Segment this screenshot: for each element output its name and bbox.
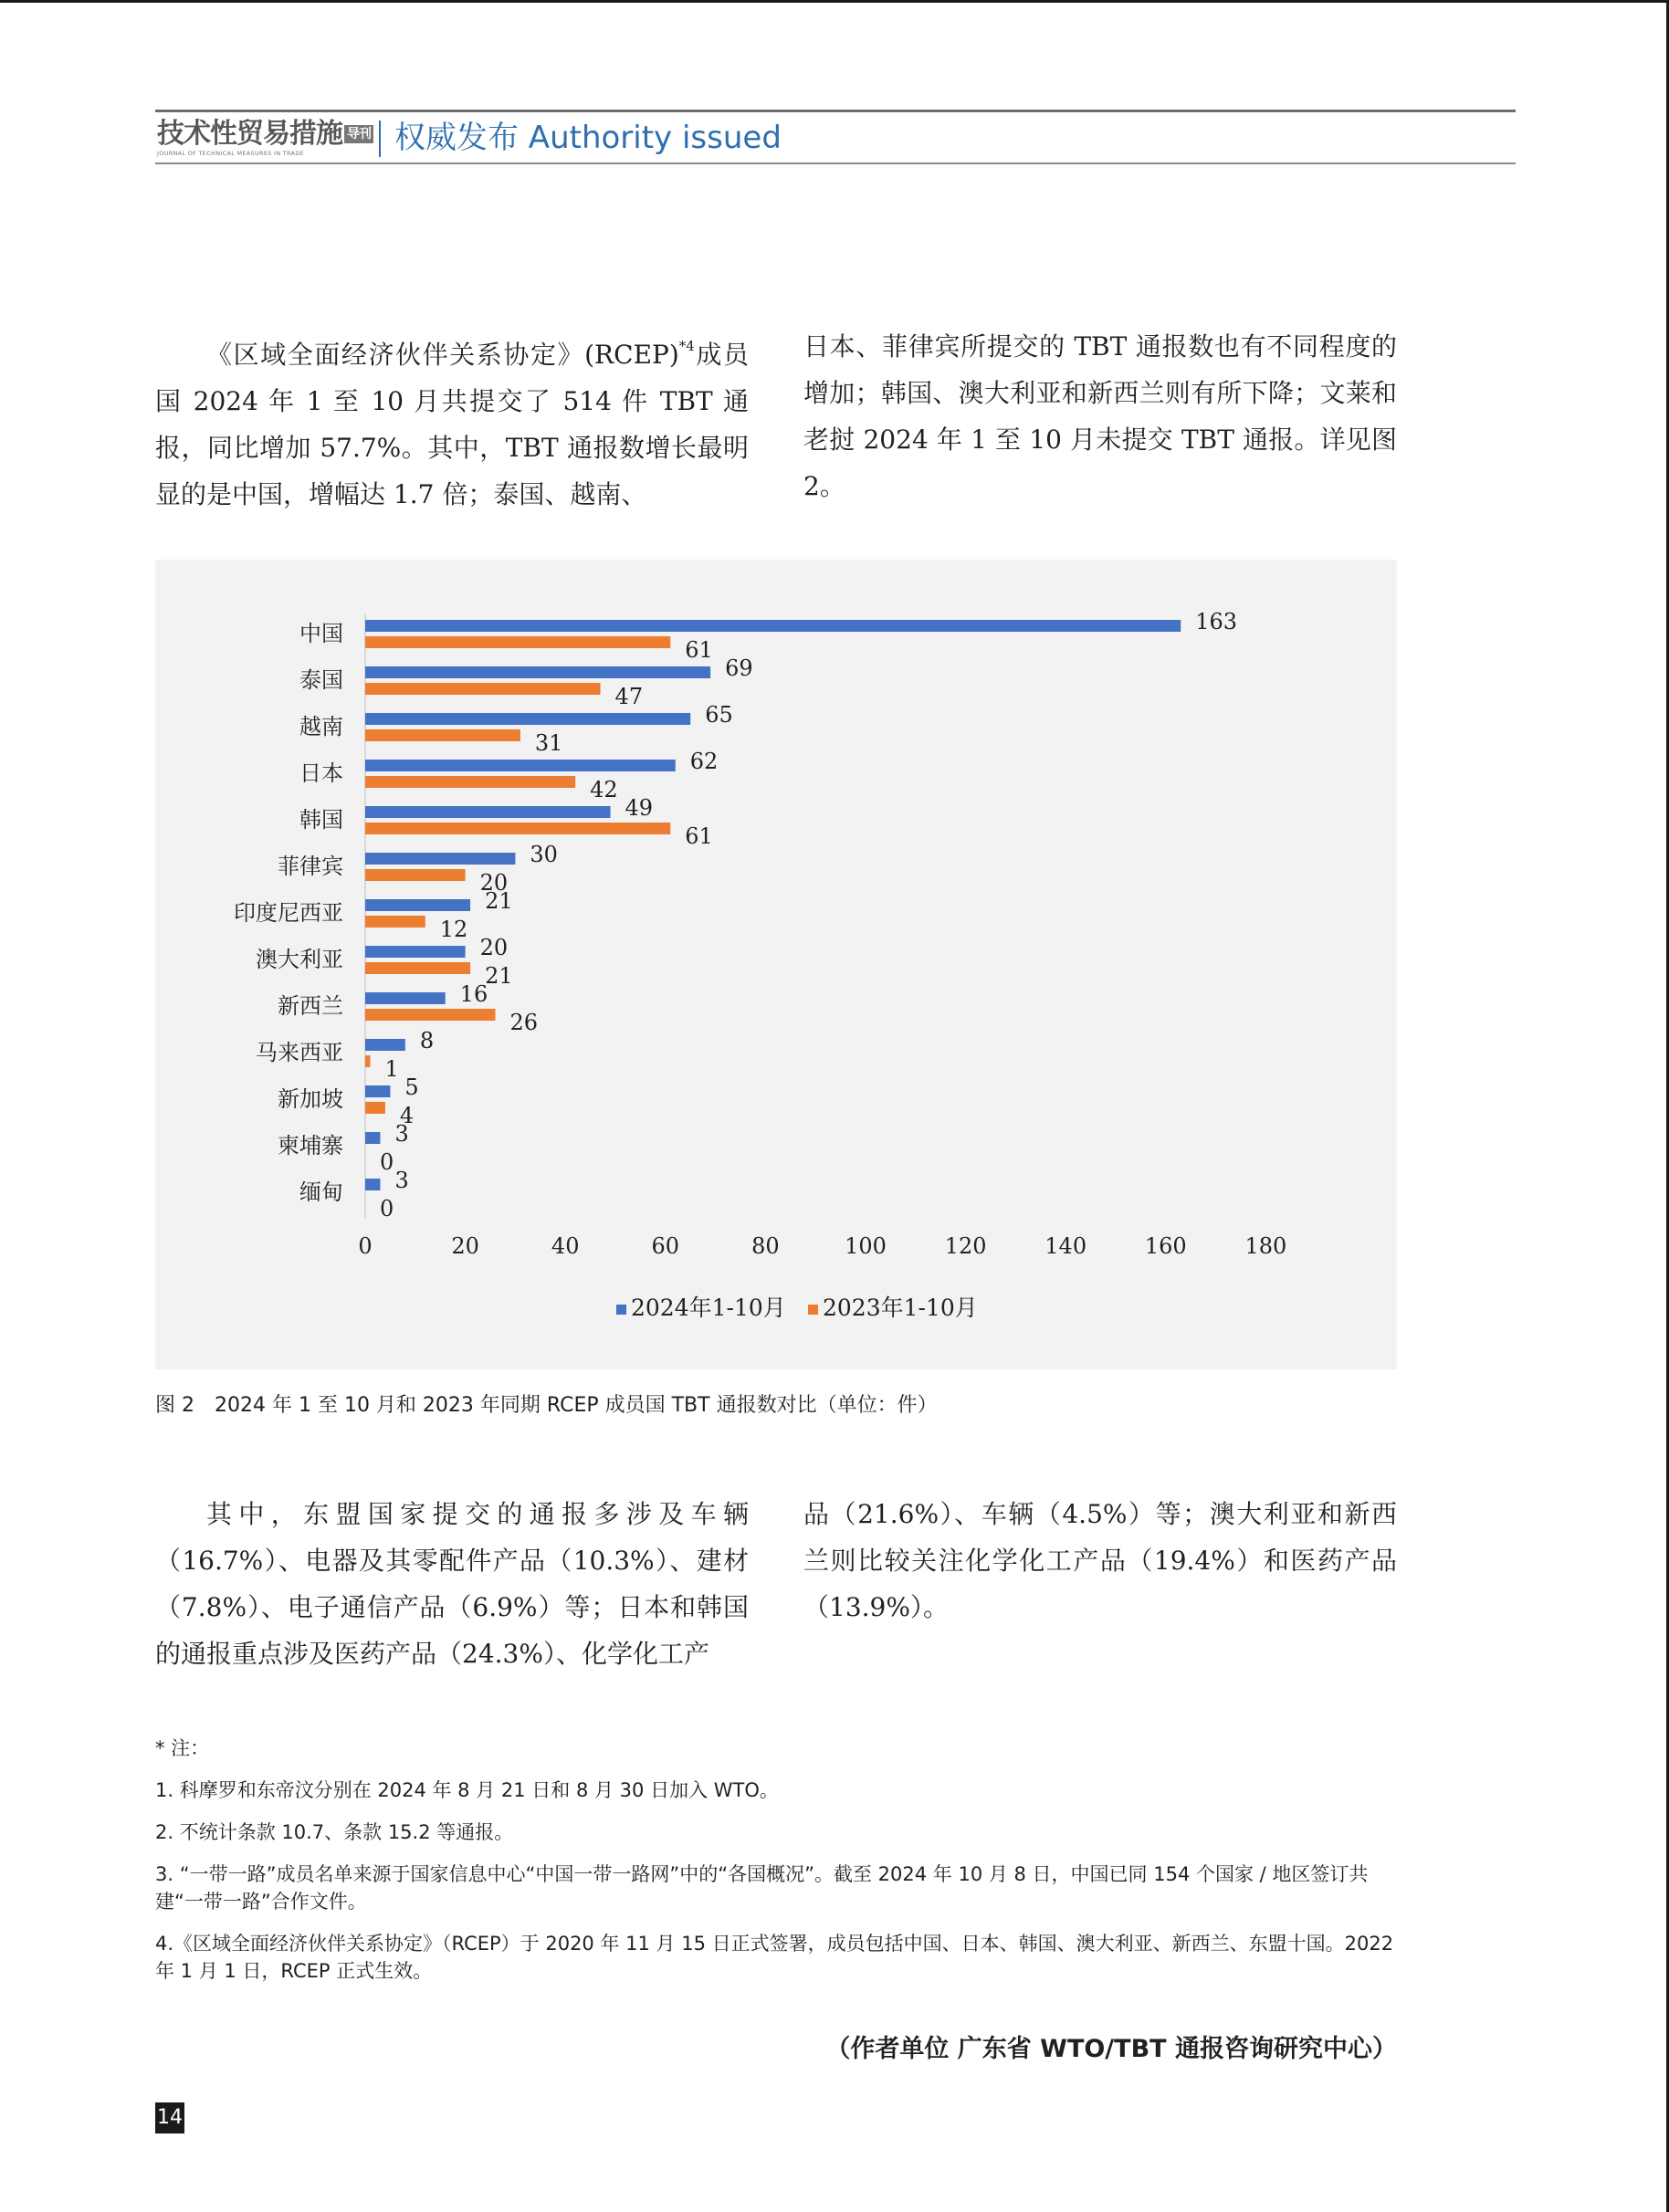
body2-right-column xyxy=(803,1491,1397,1630)
section-title: 权威发布 Authority issued xyxy=(394,120,782,156)
data-label: 26 xyxy=(509,1010,539,1035)
bar-series-1 xyxy=(365,899,470,911)
bar-series-2 xyxy=(365,683,601,695)
data-label: 49 xyxy=(625,795,654,821)
category-label: 柬埔寨 xyxy=(278,1133,343,1158)
category-label: 日本 xyxy=(299,760,343,786)
category-label: 马来西亚 xyxy=(256,1040,343,1065)
data-label: 30 xyxy=(530,842,558,867)
data-label: 1 xyxy=(384,1056,399,1082)
page-header xyxy=(155,110,1516,166)
data-label: 20 xyxy=(479,935,509,960)
bar-series-2 xyxy=(365,729,520,741)
footnote-ref: *4 xyxy=(678,338,695,354)
intro-left-part1: 《区域全面经济伙伴关系协定》(RCEP) xyxy=(206,340,679,370)
data-label: 0 xyxy=(380,1149,394,1175)
page-top-border xyxy=(0,0,1669,3)
bar-chart xyxy=(155,560,1397,1369)
data-label: 5 xyxy=(404,1075,419,1100)
journal-title-en: JOURNAL OF TECHNICAL MEASURES IN TRADE xyxy=(157,150,305,157)
data-label: 12 xyxy=(439,917,468,942)
bar-series-2 xyxy=(365,869,466,881)
category-label: 新加坡 xyxy=(278,1086,343,1112)
bar-series-2 xyxy=(365,1102,385,1114)
footnotes xyxy=(155,1735,1397,1999)
legend-swatch xyxy=(808,1305,818,1315)
data-label: 42 xyxy=(590,777,618,802)
legend-label: 2023年1-10月 xyxy=(823,1295,978,1321)
journal-badge: 导刊 xyxy=(344,125,373,143)
x-tick-label: 100 xyxy=(845,1233,887,1259)
header-rule-top xyxy=(155,110,1516,112)
bar-series-1 xyxy=(365,806,611,818)
bar-series-2 xyxy=(365,962,470,974)
body2-paragraph-right: 品（21.6%）、车辆（4.5%）等；澳大利亚和新西兰则比较关注化学化工产品（19.4%）和医药产品（13.9%）。 xyxy=(803,1499,1397,1622)
data-label: 8 xyxy=(419,1028,435,1054)
data-label: 4 xyxy=(399,1103,415,1128)
x-tick-label: 20 xyxy=(451,1233,479,1259)
bar-series-2 xyxy=(365,1009,495,1021)
data-label: 61 xyxy=(685,823,713,849)
category-label: 中国 xyxy=(299,621,343,646)
journal-logo xyxy=(157,119,376,161)
bar-series-2 xyxy=(365,823,670,834)
intro-paragraph-left xyxy=(155,323,749,518)
data-label: 16 xyxy=(459,981,488,1007)
header-divider xyxy=(379,121,381,157)
journal-title-cn: 技术性贸易措施 xyxy=(157,118,342,150)
bar-series-1 xyxy=(365,1132,380,1144)
data-label: 62 xyxy=(689,749,719,774)
legend-swatch xyxy=(616,1305,626,1315)
category-label: 新西兰 xyxy=(278,993,343,1019)
category-label: 印度尼西亚 xyxy=(234,900,343,926)
bar-series-1 xyxy=(365,1039,405,1051)
bar-series-2 xyxy=(365,776,575,788)
bar-series-1 xyxy=(365,1179,380,1190)
header-rule-bottom xyxy=(155,162,1516,164)
page-number: 14 xyxy=(155,2102,184,2133)
x-tick-label: 80 xyxy=(751,1233,780,1259)
bar-series-2 xyxy=(365,916,425,928)
category-label: 韩国 xyxy=(299,807,343,833)
bar-series-2 xyxy=(365,1055,370,1067)
x-tick-label: 40 xyxy=(551,1233,580,1259)
data-label: 3 xyxy=(394,1168,409,1193)
notes-title: * 注： xyxy=(155,1737,210,1759)
chart-area xyxy=(155,560,1397,1369)
category-label: 缅甸 xyxy=(299,1179,343,1205)
author-affiliation: （作者单位 广东省 WTO/TBT 通报咨询研究中心） xyxy=(825,2035,1397,2063)
note-item: 2. 不统计条款 10.7、条款 15.2 等通报。 xyxy=(155,1821,514,1843)
note-item: 3. “一带一路”成员名单来源于国家信息中心“中国一带一路网”中的“各国概况”。截至 2024 年 10 月 8 日，中国已同 154 个国家 / 地区签订共建“一带一路”合作文件。 xyxy=(155,1863,1369,1913)
data-label: 31 xyxy=(534,730,563,756)
bar-series-1 xyxy=(365,946,466,958)
x-tick-label: 60 xyxy=(651,1233,680,1259)
x-tick-label: 0 xyxy=(358,1233,373,1259)
bar-series-2 xyxy=(365,636,670,648)
data-label: 0 xyxy=(380,1196,394,1221)
legend-label: 2024年1-10月 xyxy=(631,1295,786,1321)
data-label: 21 xyxy=(485,963,513,989)
note-item: 1. 科摩罗和东帝汶分别在 2024 年 8 月 21 日和 8 月 30 日加入 WTO。 xyxy=(155,1779,779,1801)
data-label: 47 xyxy=(614,684,644,709)
bar-series-1 xyxy=(365,853,515,865)
category-label: 菲律宾 xyxy=(278,854,343,879)
bar-series-1 xyxy=(365,620,1181,632)
x-tick-label: 160 xyxy=(1144,1233,1187,1259)
bar-series-1 xyxy=(365,666,710,678)
x-tick-label: 140 xyxy=(1044,1233,1087,1259)
note-item: 4.《区域全面经济伙伴关系协定》（RCEP）于 2020 年 11 月 15 日正式签署，成员包括中国、日本、韩国、澳大利亚、新西兰、东盟十国。2022 年 1 月 1 日，RCEP 正式生效。 xyxy=(155,1933,1394,1982)
x-tick-label: 180 xyxy=(1244,1233,1287,1259)
intro-paragraph-right: 日本、菲律宾所提交的 TBT 通报数也有不同程度的增加；韩国、澳大利亚和新西兰则有所下降；文莱和老挝 2024 年 1 至 10 月未提交 TBT 通报。详见图 2。 xyxy=(803,331,1397,501)
bar-series-1 xyxy=(365,1085,390,1097)
bar-series-1 xyxy=(365,760,676,771)
category-label: 澳大利亚 xyxy=(256,947,343,972)
body2-paragraph-left: 其中，东盟国家提交的通报多涉及车辆（16.7%）、电器及其零配件产品（10.3%）、建材（7.8%）、电子通信产品（6.9%）等；日本和韩国的通报重点涉及医药产品（24.3%）、化学化工产 xyxy=(155,1499,749,1669)
data-label: 21 xyxy=(485,888,513,914)
data-label: 69 xyxy=(725,655,753,681)
category-label: 泰国 xyxy=(299,667,343,693)
intro-left-part2: 成员国 2024 年 1 至 10 月共提交了 514 件 TBT 通报，同比增加 57.7%。其中，TBT 通报数增长最明显的是中国，增幅达 1.7 倍；泰国、越南、 xyxy=(155,340,749,509)
body2-left-column xyxy=(155,1491,749,1677)
bar-series-1 xyxy=(365,992,446,1004)
data-label: 65 xyxy=(705,702,733,728)
data-label: 20 xyxy=(479,870,509,896)
intro-right-column xyxy=(803,323,1397,509)
data-label: 3 xyxy=(394,1121,409,1147)
category-label: 越南 xyxy=(299,714,343,739)
intro-left-column xyxy=(155,323,749,518)
x-tick-label: 120 xyxy=(944,1233,987,1259)
figure-caption: 图 2 2024 年 1 至 10 月和 2023 年同期 RCEP 成员国 TBT 通报数对比（单位：件） xyxy=(155,1394,938,1417)
data-label: 61 xyxy=(685,637,713,663)
bar-series-1 xyxy=(365,713,690,725)
data-label: 163 xyxy=(1195,609,1238,634)
